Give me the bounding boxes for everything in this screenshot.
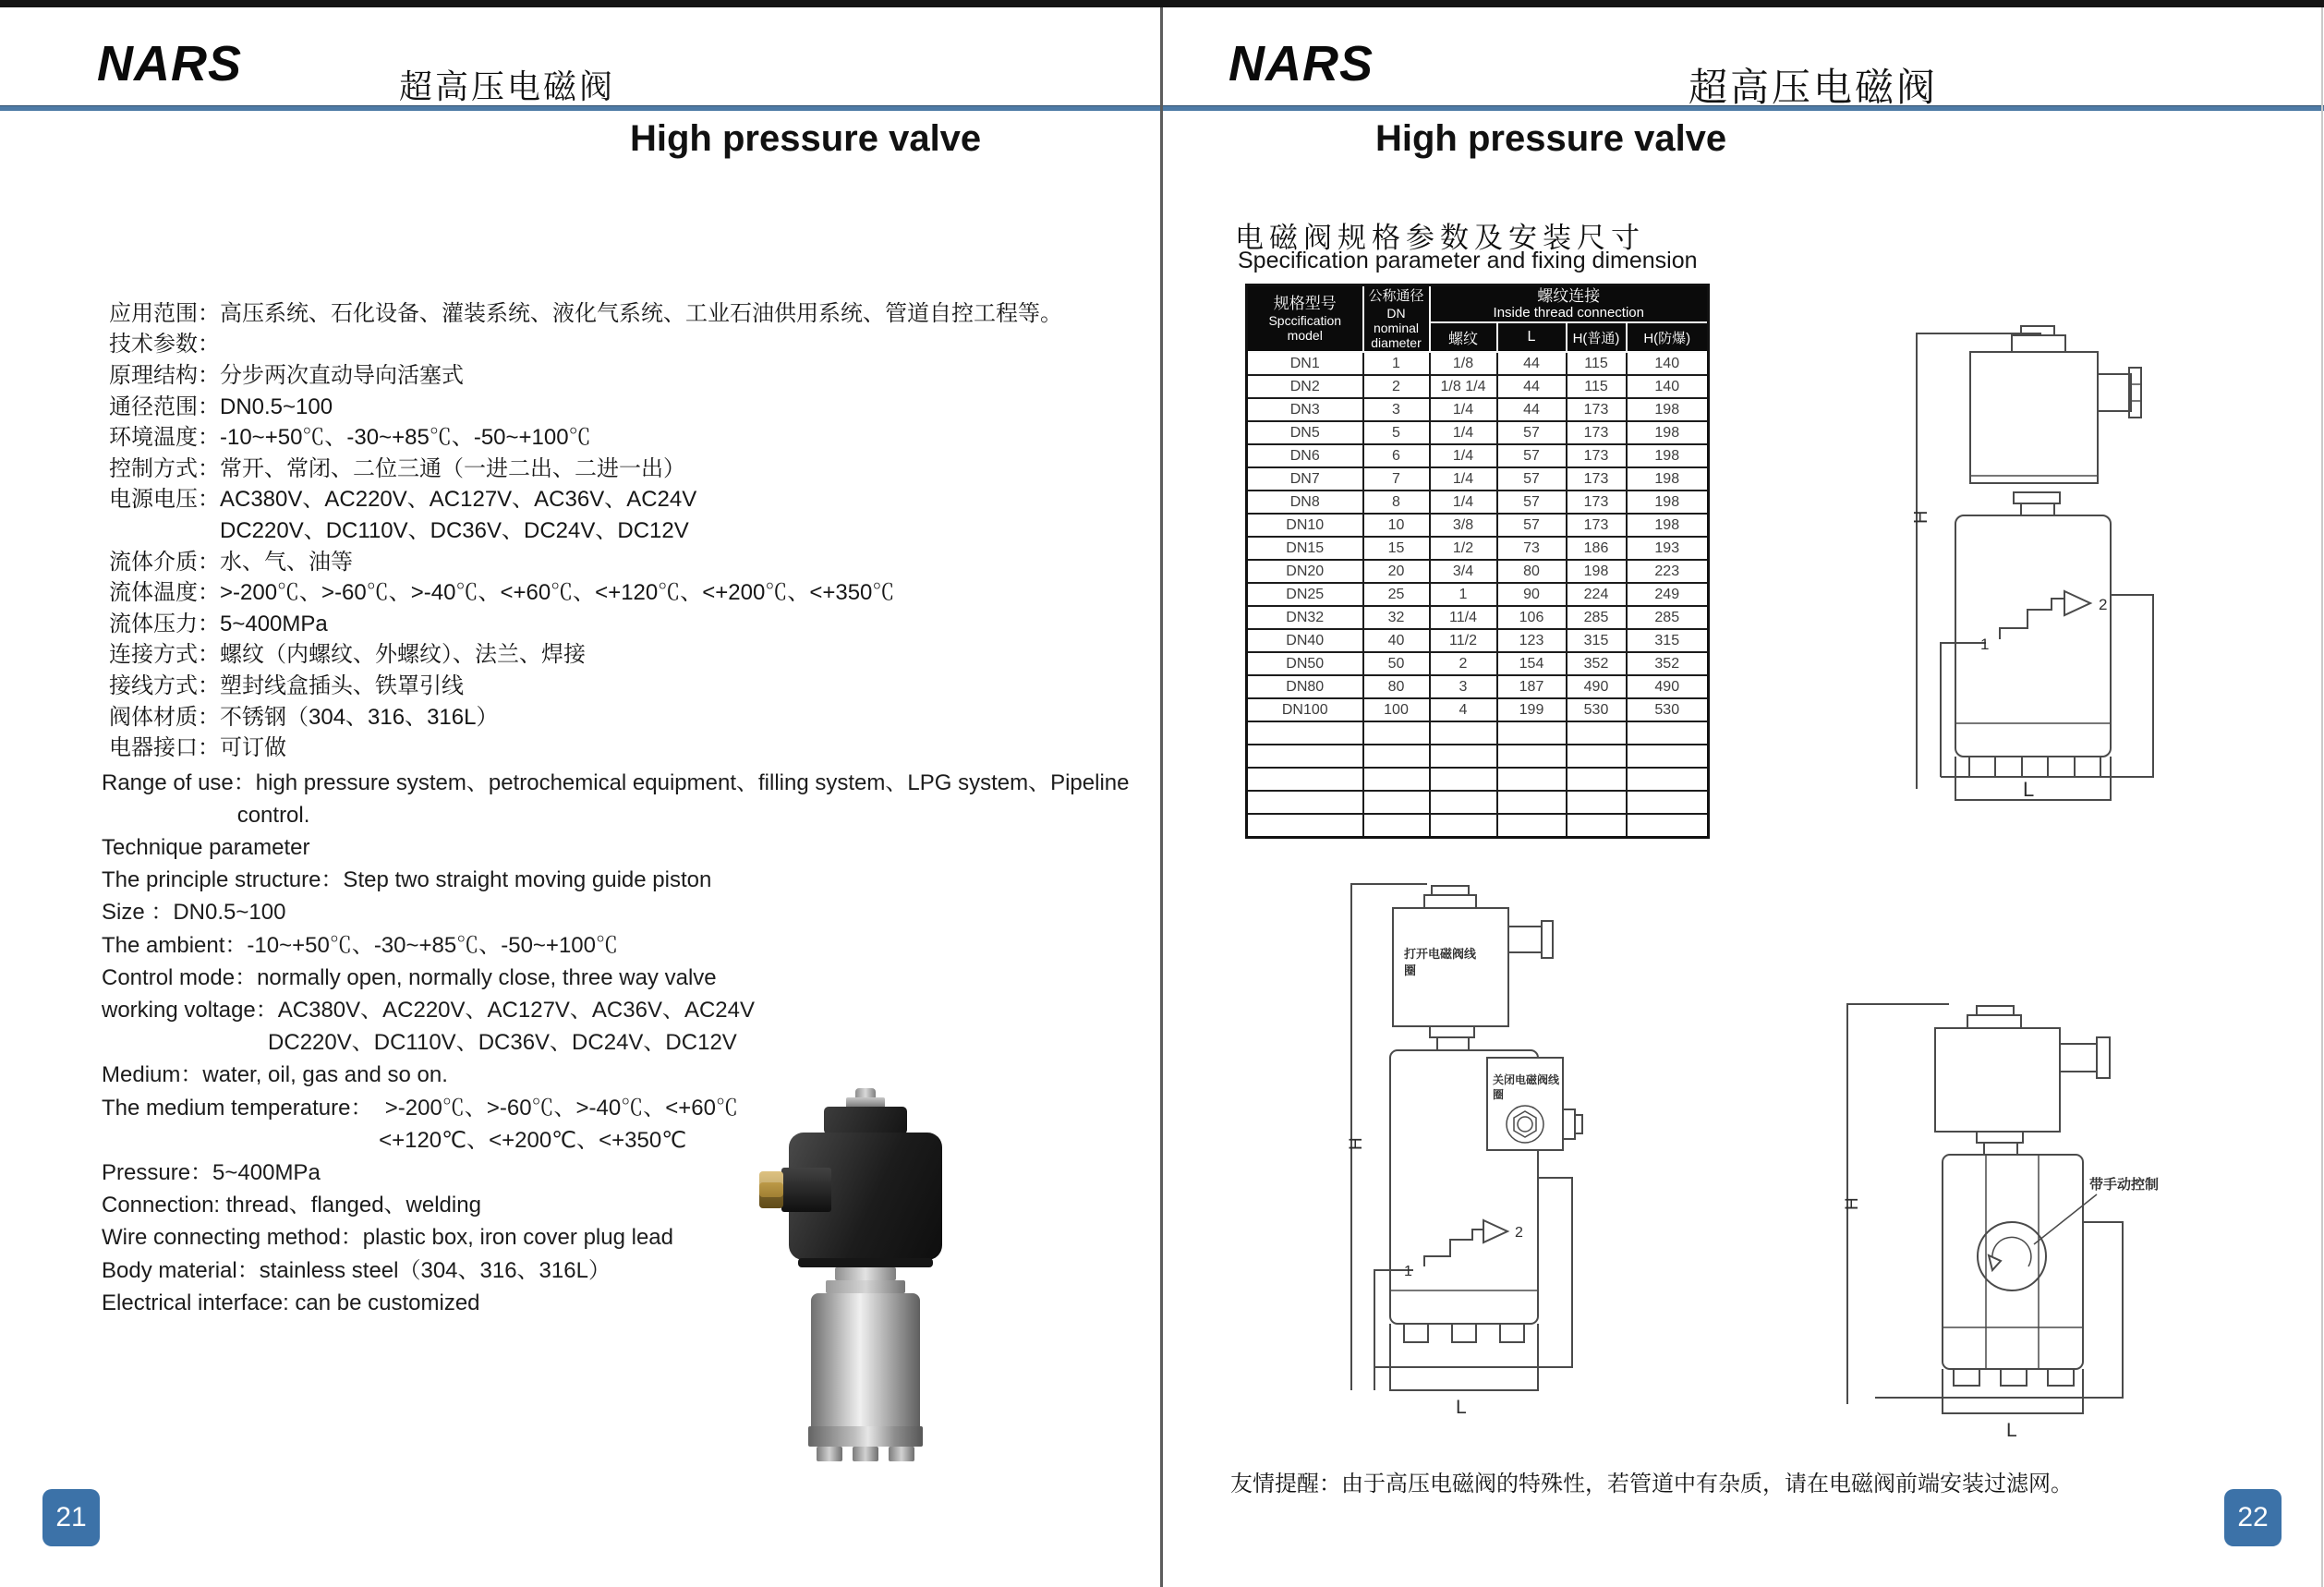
cell-L: 154 bbox=[1497, 652, 1567, 675]
cell-thread: 3/4 bbox=[1430, 560, 1497, 583]
cell-dn: 80 bbox=[1363, 675, 1430, 698]
cell-model: DN20 bbox=[1247, 560, 1363, 583]
dimension-diagram-manual bbox=[1838, 993, 2208, 1446]
cell-H-exproof: 198 bbox=[1627, 514, 1709, 537]
cell-H-exproof: 352 bbox=[1627, 652, 1709, 675]
page-title-en-right: High pressure valve bbox=[1375, 118, 1727, 159]
spec-line: DC220V、DC110V、DC36V、DC24V、DC12V bbox=[102, 1030, 737, 1056]
top-edge-bar bbox=[0, 0, 2324, 7]
cell-L bbox=[1497, 791, 1567, 814]
page-number-badge: 21 bbox=[42, 1489, 100, 1546]
cell-H-normal: 173 bbox=[1567, 398, 1627, 421]
cell-model: DN2 bbox=[1247, 375, 1363, 398]
cell-thread: 1/4 bbox=[1430, 491, 1497, 514]
spec-line: control. bbox=[102, 802, 310, 828]
cell-H-exproof bbox=[1627, 814, 1709, 838]
col-header-model bbox=[1247, 285, 1363, 353]
header-line: Inside thread connection bbox=[1493, 305, 1644, 321]
cell-model: DN100 bbox=[1247, 698, 1363, 721]
spec-line: 控制方式：常开、常闭、二位三通（一进二出、二进一出） bbox=[109, 455, 685, 481]
header-line: DN bbox=[1386, 306, 1406, 321]
table-row bbox=[1247, 768, 1709, 791]
dimension-diagram-dual-coil bbox=[1339, 873, 1603, 1446]
cell-thread: 1 bbox=[1430, 583, 1497, 606]
cell-H-exproof: 198 bbox=[1627, 444, 1709, 467]
table-row bbox=[1247, 514, 1709, 537]
cell-model: DN6 bbox=[1247, 444, 1363, 467]
cell-model bbox=[1247, 814, 1363, 838]
cell-H-normal: 173 bbox=[1567, 514, 1627, 537]
header-line: nominal bbox=[1373, 321, 1420, 335]
cell-model: DN8 bbox=[1247, 491, 1363, 514]
page-title-cn-left: 超高压电磁阀 bbox=[399, 67, 616, 105]
cell-dn: 25 bbox=[1363, 583, 1430, 606]
cell-thread bbox=[1430, 814, 1497, 838]
header-line: Spccification bbox=[1268, 313, 1342, 328]
cell-thread bbox=[1430, 768, 1497, 791]
table-row bbox=[1247, 698, 1709, 721]
cell-L: 44 bbox=[1497, 398, 1567, 421]
cell-H-normal bbox=[1567, 745, 1627, 768]
cell-H-normal: 490 bbox=[1567, 675, 1627, 698]
cell-thread: 1/4 bbox=[1430, 421, 1497, 444]
cell-L: 106 bbox=[1497, 606, 1567, 629]
cell-H-normal: 173 bbox=[1567, 421, 1627, 444]
cell-H-normal bbox=[1567, 721, 1627, 745]
cell-L bbox=[1497, 814, 1567, 838]
cell-H-normal: 285 bbox=[1567, 606, 1627, 629]
spec-table-body bbox=[1247, 352, 1709, 838]
cell-L: 90 bbox=[1497, 583, 1567, 606]
cell-L: 57 bbox=[1497, 467, 1567, 491]
cell-L: 57 bbox=[1497, 444, 1567, 467]
brand-logo-right: NARS bbox=[1229, 36, 1374, 91]
cell-thread: 1/8 1/4 bbox=[1430, 375, 1497, 398]
spec-line: The medium temperature： >-200℃、>-60℃、>-40℃、<+60℃ bbox=[102, 1095, 738, 1121]
footer-note: 友情提醒：由于高压电磁阀的特殊性，若管道中有杂质，请在电磁阀前端安装过滤网。 bbox=[1230, 1472, 2073, 1496]
cell-model bbox=[1247, 791, 1363, 814]
cell-thread bbox=[1430, 745, 1497, 768]
cell-dn: 40 bbox=[1363, 629, 1430, 652]
spec-line: 应用范围：高压系统、石化设备、灌装系统、液化气系统、工业石油供用系统、管道自控工程等。 bbox=[109, 300, 1062, 326]
spec-line: Pressure：5~400MPa bbox=[102, 1160, 321, 1186]
photo-flange bbox=[835, 1267, 896, 1280]
photo-brass-nut bbox=[759, 1171, 783, 1208]
cell-dn: 10 bbox=[1363, 514, 1430, 537]
table-row bbox=[1247, 629, 1709, 652]
cell-thread: 1/2 bbox=[1430, 537, 1497, 560]
cell-H-normal: 530 bbox=[1567, 698, 1627, 721]
spec-block-en bbox=[102, 669, 1155, 1319]
cell-H-exproof: 530 bbox=[1627, 698, 1709, 721]
cell-thread: 3 bbox=[1430, 675, 1497, 698]
cell-H-normal: 186 bbox=[1567, 537, 1627, 560]
photo-connector bbox=[781, 1168, 831, 1212]
cell-H-normal: 198 bbox=[1567, 560, 1627, 583]
dim-H-label: H bbox=[1911, 510, 1931, 524]
cell-L: 199 bbox=[1497, 698, 1567, 721]
product-photo bbox=[759, 1088, 972, 1462]
spec-line: 流体温度：>-200℃、>-60℃、>-40℃、<+60℃、<+120℃、<+200℃、<+350℃ bbox=[109, 580, 895, 606]
spec-line: The ambient：-10~+50℃、-30~+85℃、-50~+100℃ bbox=[102, 932, 618, 958]
cell-L: 57 bbox=[1497, 421, 1567, 444]
col-header-H-exproof: H(防爆) bbox=[1627, 322, 1709, 352]
table-row bbox=[1247, 444, 1709, 467]
cell-H-exproof: 140 bbox=[1627, 375, 1709, 398]
cell-L: 73 bbox=[1497, 537, 1567, 560]
cell-H-normal: 315 bbox=[1567, 629, 1627, 652]
dim-L-label: L bbox=[2006, 1420, 2017, 1441]
cell-dn bbox=[1363, 745, 1430, 768]
cell-H-exproof: 490 bbox=[1627, 675, 1709, 698]
spec-line: 流体压力：5~400MPa bbox=[109, 611, 328, 636]
cell-L: 44 bbox=[1497, 352, 1567, 375]
cell-H-exproof: 198 bbox=[1627, 421, 1709, 444]
cell-L bbox=[1497, 745, 1567, 768]
cell-H-exproof: 315 bbox=[1627, 629, 1709, 652]
cell-model bbox=[1247, 745, 1363, 768]
header-line: 规格型号 bbox=[1273, 295, 1337, 312]
col-header-thread-group bbox=[1430, 285, 1709, 323]
table-row bbox=[1247, 537, 1709, 560]
spec-line: 电源电压：AC380V、AC220V、AC127V、AC36V、AC24V bbox=[109, 487, 697, 513]
col-header-thread: 螺纹 bbox=[1430, 322, 1497, 352]
table-row bbox=[1247, 652, 1709, 675]
manual-control-label: 带手动控制 bbox=[2089, 1177, 2160, 1193]
cell-thread bbox=[1430, 791, 1497, 814]
table-row bbox=[1247, 583, 1709, 606]
open-coil-label: 打开电磁阀线 bbox=[1404, 947, 1477, 961]
table-row bbox=[1247, 745, 1709, 768]
cell-H-exproof: 198 bbox=[1627, 398, 1709, 421]
cell-H-normal: 173 bbox=[1567, 491, 1627, 514]
header-line: model bbox=[1287, 328, 1323, 343]
header-line: 公称通径 bbox=[1368, 288, 1424, 304]
cell-model: DN25 bbox=[1247, 583, 1363, 606]
cell-H-normal: 115 bbox=[1567, 375, 1627, 398]
table-row bbox=[1247, 606, 1709, 629]
cell-thread bbox=[1430, 721, 1497, 745]
page-divider bbox=[1160, 7, 1163, 1587]
cell-thread: 11/2 bbox=[1430, 629, 1497, 652]
cell-H-exproof: 198 bbox=[1627, 467, 1709, 491]
cell-H-exproof bbox=[1627, 721, 1709, 745]
cell-H-normal: 173 bbox=[1567, 444, 1627, 467]
cell-model: DN3 bbox=[1247, 398, 1363, 421]
page-number-badge: 22 bbox=[2224, 1489, 2282, 1546]
cell-thread: 4 bbox=[1430, 698, 1497, 721]
cell-H-exproof: 193 bbox=[1627, 537, 1709, 560]
col-header-H-normal: H(普通) bbox=[1567, 322, 1627, 352]
cell-H-exproof bbox=[1627, 768, 1709, 791]
cell-dn: 100 bbox=[1363, 698, 1430, 721]
spec-line: Control mode：normally open, normally close, three way valve bbox=[102, 964, 717, 990]
spec-line: 阀体材质：不锈钢（304、316、316L） bbox=[109, 704, 499, 730]
table-row bbox=[1247, 721, 1709, 745]
cell-H-exproof: 140 bbox=[1627, 352, 1709, 375]
cell-L: 123 bbox=[1497, 629, 1567, 652]
table-row bbox=[1247, 421, 1709, 444]
spec-line: Wire connecting method：plastic box, iron cover plug lead bbox=[102, 1225, 673, 1251]
cell-model: DN15 bbox=[1247, 537, 1363, 560]
cell-H-exproof: 198 bbox=[1627, 491, 1709, 514]
spec-line: Medium：water, oil, gas and so on. bbox=[102, 1062, 448, 1088]
spec-line: Size ：DN0.5~100 bbox=[102, 900, 286, 926]
port-2-label: 2 bbox=[2099, 596, 2108, 613]
cell-H-normal: 224 bbox=[1567, 583, 1627, 606]
table-row bbox=[1247, 791, 1709, 814]
close-coil-label: 关闭电磁阀线 bbox=[1493, 1073, 1560, 1086]
photo-port bbox=[889, 1447, 914, 1461]
cell-model: DN32 bbox=[1247, 606, 1363, 629]
spec-table bbox=[1245, 284, 1710, 839]
section-title-cn: 电磁阀规格参数及安装尺寸 bbox=[1235, 222, 1645, 254]
cell-dn bbox=[1363, 791, 1430, 814]
photo-valve-body bbox=[811, 1293, 920, 1430]
header-line: diameter bbox=[1371, 335, 1422, 350]
cell-dn: 5 bbox=[1363, 421, 1430, 444]
spec-line: Technique parameter bbox=[102, 835, 310, 861]
cell-model: DN10 bbox=[1247, 514, 1363, 537]
page-title-cn-right: 超高压电磁阀 bbox=[1689, 66, 1939, 109]
cell-model: DN40 bbox=[1247, 629, 1363, 652]
spec-line: 接线方式：塑封线盒插头、铁罩引线 bbox=[109, 672, 464, 698]
cell-model: DN80 bbox=[1247, 675, 1363, 698]
dim-L-label: L bbox=[1456, 1397, 1467, 1418]
dim-H-label: H bbox=[1347, 1137, 1366, 1150]
cell-dn: 20 bbox=[1363, 560, 1430, 583]
cell-H-normal bbox=[1567, 791, 1627, 814]
close-coil-label-2: 圈 bbox=[1493, 1088, 1505, 1101]
table-row bbox=[1247, 814, 1709, 838]
photo-valve-base bbox=[808, 1426, 923, 1447]
table-row bbox=[1247, 352, 1709, 375]
cell-thread: 11/4 bbox=[1430, 606, 1497, 629]
spec-line: 连接方式：螺纹（内螺纹、外螺纹）、法兰、焊接 bbox=[109, 642, 586, 668]
cell-model: DN1 bbox=[1247, 352, 1363, 375]
cell-dn: 3 bbox=[1363, 398, 1430, 421]
cell-dn bbox=[1363, 814, 1430, 838]
port-1-label: 1 bbox=[1980, 636, 1990, 653]
port-2-label: 2 bbox=[1515, 1225, 1523, 1241]
spec-line: DC220V、DC110V、DC36V、DC24V、DC12V bbox=[109, 517, 689, 543]
cell-H-exproof: 223 bbox=[1627, 560, 1709, 583]
cell-L: 80 bbox=[1497, 560, 1567, 583]
cell-thread: 1/8 bbox=[1430, 352, 1497, 375]
spec-line: 原理结构：分步两次直动导向活塞式 bbox=[109, 362, 464, 388]
cell-dn: 32 bbox=[1363, 606, 1430, 629]
cell-thread: 3/8 bbox=[1430, 514, 1497, 537]
photo-coil-rim bbox=[798, 1258, 933, 1267]
spec-line: 电器接口：可订做 bbox=[109, 735, 286, 761]
cell-model: DN7 bbox=[1247, 467, 1363, 491]
cell-H-normal bbox=[1567, 814, 1627, 838]
cell-dn: 6 bbox=[1363, 444, 1430, 467]
cell-dn bbox=[1363, 768, 1430, 791]
cell-thread: 1/4 bbox=[1430, 444, 1497, 467]
cell-H-normal bbox=[1567, 768, 1627, 791]
cell-L: 44 bbox=[1497, 375, 1567, 398]
header-line: 螺纹连接 bbox=[1537, 287, 1601, 305]
cell-thread: 2 bbox=[1430, 652, 1497, 675]
cell-L: 57 bbox=[1497, 514, 1567, 537]
cell-H-normal: 352 bbox=[1567, 652, 1627, 675]
cell-H-normal: 115 bbox=[1567, 352, 1627, 375]
open-coil-label-2: 圈 bbox=[1404, 963, 1417, 977]
cell-H-normal: 173 bbox=[1567, 467, 1627, 491]
cell-model: DN50 bbox=[1247, 652, 1363, 675]
spec-line: Connection: thread、flanged、welding bbox=[102, 1193, 481, 1218]
table-row bbox=[1247, 375, 1709, 398]
cell-dn: 7 bbox=[1363, 467, 1430, 491]
cell-H-exproof bbox=[1627, 791, 1709, 814]
col-header-L: L bbox=[1497, 322, 1567, 352]
cell-H-exproof: 285 bbox=[1627, 606, 1709, 629]
cell-dn: 2 bbox=[1363, 375, 1430, 398]
port-1-label: 1 bbox=[1404, 1264, 1412, 1279]
dim-L-label: L bbox=[2023, 778, 2035, 801]
spec-line: Range of use：high pressure system、petrochemical equipment、filling system、LPG system、Pipeline bbox=[102, 769, 1130, 795]
spec-table-header bbox=[1247, 285, 1709, 353]
dimension-diagram-basic bbox=[1903, 319, 2171, 808]
table-row bbox=[1247, 560, 1709, 583]
cell-model bbox=[1247, 768, 1363, 791]
spec-line: Electrical interface: can be customized bbox=[102, 1290, 480, 1315]
dim-H-label: H bbox=[1843, 1197, 1862, 1210]
spec-line: <+120℃、<+200℃、<+350℃ bbox=[102, 1127, 687, 1153]
right-edge-line bbox=[2321, 7, 2323, 1587]
table-row bbox=[1247, 467, 1709, 491]
cell-L bbox=[1497, 721, 1567, 745]
page-title-en-left: High pressure valve bbox=[630, 118, 982, 159]
cell-model: DN5 bbox=[1247, 421, 1363, 444]
cell-L bbox=[1497, 768, 1567, 791]
spec-line: 流体介质：水、气、油等 bbox=[109, 549, 353, 575]
cell-L: 187 bbox=[1497, 675, 1567, 698]
cell-dn: 50 bbox=[1363, 652, 1430, 675]
cell-dn: 1 bbox=[1363, 352, 1430, 375]
spec-line: working voltage：AC380V、AC220V、AC127V、AC36V、AC24V bbox=[102, 998, 756, 1024]
cell-H-exproof bbox=[1627, 745, 1709, 768]
cell-H-exproof: 249 bbox=[1627, 583, 1709, 606]
photo-port bbox=[853, 1447, 878, 1461]
cell-dn bbox=[1363, 721, 1430, 745]
section-title-en: Specification parameter and fixing dimension bbox=[1238, 248, 1698, 273]
cell-thread: 1/4 bbox=[1430, 398, 1497, 421]
table-row bbox=[1247, 398, 1709, 421]
col-header-dn bbox=[1363, 285, 1430, 353]
spec-line: 通径范围：DN0.5~100 bbox=[109, 394, 333, 419]
spec-line: The principle structure：Step two straight moving guide piston bbox=[102, 867, 712, 893]
cell-L: 57 bbox=[1497, 491, 1567, 514]
cell-thread: 1/4 bbox=[1430, 467, 1497, 491]
brand-logo-left: NARS bbox=[97, 36, 243, 91]
photo-flange bbox=[826, 1280, 905, 1293]
photo-port bbox=[817, 1447, 842, 1461]
table-row bbox=[1247, 491, 1709, 514]
photo-coil-cap bbox=[824, 1107, 907, 1134]
cell-model bbox=[1247, 721, 1363, 745]
cell-dn: 8 bbox=[1363, 491, 1430, 514]
spec-line: Body material：stainless steel（304、316、316L） bbox=[102, 1257, 611, 1283]
spec-line: 技术参数： bbox=[109, 332, 220, 357]
table-row bbox=[1247, 675, 1709, 698]
cell-dn: 15 bbox=[1363, 537, 1430, 560]
spec-line: 环境温度：-10~+50℃、-30~+85℃、-50~+100℃ bbox=[109, 425, 591, 451]
